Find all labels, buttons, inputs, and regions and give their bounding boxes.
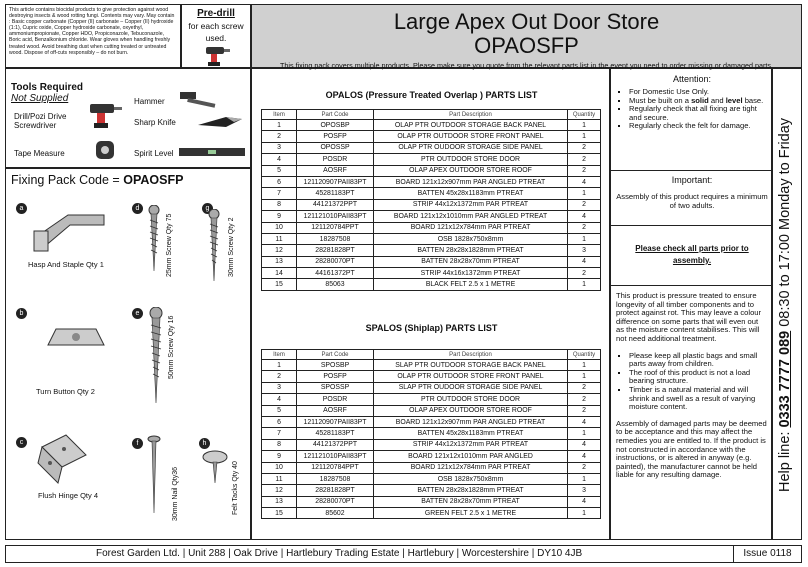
product-title: Large Apex Out Door Store: [393, 9, 660, 34]
fitting-letter-e: e: [132, 308, 143, 319]
part-quantity: 4: [568, 176, 601, 187]
table-row: [262, 382, 601, 393]
fitting-letter-g: g: [202, 203, 213, 214]
part-description: OLAP PTR OUTDOOR STORAGE BACK PANEL: [374, 120, 568, 131]
table-row: [262, 279, 601, 290]
part-quantity: 2: [568, 405, 601, 416]
felt-tack-icon: [200, 449, 230, 485]
item-number: 7: [262, 188, 297, 199]
footer: [5, 545, 802, 563]
part-description: SLAP PTR OUDOOR STORAGE SIDE PANEL: [374, 382, 568, 393]
part-quantity: 4: [568, 256, 601, 267]
item-number: 2: [262, 371, 297, 382]
item-number: 13: [262, 256, 297, 267]
attention-item-text: base.: [742, 95, 764, 105]
screw-25mm-icon: [146, 205, 162, 275]
part-quantity: 2: [568, 382, 601, 393]
item-number: 5: [262, 405, 297, 416]
part-description: BOARD 121x12x907mm PAR ANGLED PTREAT: [374, 176, 568, 187]
part-code: AOSRF: [297, 405, 374, 416]
table-row: [262, 508, 601, 519]
table-row: [262, 233, 601, 244]
part-description: BOARD 121x12x907mm PAR ANGLED PTREAT: [374, 416, 568, 427]
fitting-letter-f: f: [132, 438, 143, 449]
item-number: 5: [262, 165, 297, 176]
part-description: BATTEN 28x28x70mm PTREAT: [374, 496, 568, 507]
care-item: ▪ The roof of this product is not a load bearing structure.: [629, 369, 769, 386]
fitting-label-a: Hasp And Staple Qty 1: [28, 260, 104, 269]
part-description: SLAP PTR OUTDOOR STORAGE BACK PANEL: [374, 360, 568, 371]
fitting-label-h: Felt Tacks Qty 40: [232, 461, 239, 515]
item-number: 2: [262, 131, 297, 142]
part-description: BATTEN 45x28x1183mm PTREAT: [374, 188, 568, 199]
care-item: ▪ Timber is a natural material and will shrink and swell as a result of varying moisture content.: [629, 386, 769, 412]
part-code: 28280070PT: [297, 496, 374, 507]
part-quantity: 2: [568, 142, 601, 153]
attention-item-text: Must be built on a: [629, 95, 692, 105]
part-quantity: 4: [568, 451, 601, 462]
part-code: SPOSBP: [297, 360, 374, 371]
part-code: POSDR: [297, 154, 374, 165]
part-code: 44121372PPT: [297, 199, 374, 210]
item-number: 6: [262, 176, 297, 187]
important-heading: Important:: [671, 175, 713, 185]
part-description: GREEN FELT 2.5 x 1 METRE: [374, 508, 568, 519]
part-quantity: 2: [568, 154, 601, 165]
flush-hinge-icon: [36, 433, 90, 487]
table-row: [262, 473, 601, 484]
turn-button-icon: [46, 319, 106, 359]
part-code: 18287508: [297, 473, 374, 484]
part-code: 28280070PT: [297, 256, 374, 267]
fitting-label-c: Flush Hinge Qty 4: [38, 491, 99, 500]
item-number: 12: [262, 245, 297, 256]
drill-driver-icon: [88, 102, 124, 130]
table-row: [262, 371, 601, 382]
col-item: Item: [262, 350, 297, 360]
predrill-line1: for each screw: [188, 21, 244, 31]
company-address: Forest Garden Ltd. | Unit 288 | Oak Drive | Hartlebury Trading Estate | Hartlebury | Worcestershire | DY10 4JB: [96, 548, 583, 559]
part-quantity: 1: [568, 473, 601, 484]
part-quantity: 1: [568, 371, 601, 382]
fixing-pack-title: [11, 173, 183, 187]
col-part-code: Part Code: [297, 110, 374, 120]
part-code: 28281828PT: [297, 245, 374, 256]
table-row: [262, 142, 601, 153]
part-code: 121121010PAII83PT: [297, 211, 374, 222]
table-row: [262, 199, 601, 210]
part-code: 28281828PT: [297, 485, 374, 496]
item-number: 6: [262, 416, 297, 427]
part-description: PTR OUTDOOR STORE DOOR: [374, 394, 568, 405]
tool-tape-label: Tape Measure: [14, 149, 65, 158]
part-quantity: 1: [568, 131, 601, 142]
attention-item-text: For Domestic Use Only.: [629, 87, 710, 96]
biocide-warning: [5, 4, 181, 68]
part-quantity: 2: [568, 462, 601, 473]
attention-item-text: Regularly check that all fixing are tight and secure.: [629, 104, 757, 122]
treatment-info-section: [611, 286, 773, 539]
item-number: 1: [262, 120, 297, 131]
part-quantity: 2: [568, 199, 601, 210]
part-code: 121120784PPT: [297, 222, 374, 233]
tools-heading: Tools Required: [11, 82, 84, 93]
part-code: 45281183PT: [297, 428, 374, 439]
table-row: [262, 176, 601, 187]
screw-30mm-icon: [206, 209, 222, 283]
part-code: AOSRF: [297, 165, 374, 176]
item-number: 4: [262, 394, 297, 405]
item-number: 8: [262, 199, 297, 210]
parts-lists-panel: [251, 68, 610, 540]
helpline-strip: [772, 68, 802, 540]
fixing-pack-title-prefix: Fixing Pack Code =: [11, 173, 124, 187]
predrill-title: Pre-drill: [197, 8, 235, 19]
item-number: 10: [262, 462, 297, 473]
part-description: STRIP 44x12x1372mm PAR PTREAT: [374, 439, 568, 450]
item-number: 9: [262, 211, 297, 222]
check-parts-notice: Please check all parts prior to assembly.: [635, 244, 749, 265]
table-row: [262, 394, 601, 405]
table-row: [262, 165, 601, 176]
part-code: 85063: [297, 279, 374, 290]
item-number: 15: [262, 279, 297, 290]
part-description: STRIP 44x16x1372mm PTREAT: [374, 268, 568, 279]
col-item: Item: [262, 110, 297, 120]
part-quantity: 3: [568, 245, 601, 256]
treatment-paragraph: This product is pressure treated to ensure longevity of all timber components and to protect against rot. This may leave a colour difference on some parts that will even out as the moisture content stabilises. This will not need additional treatment.: [616, 291, 762, 343]
important-section: [611, 171, 773, 226]
part-code: OPOSSP: [297, 142, 374, 153]
helpline-text: [777, 73, 793, 537]
part-code: 121121010PAII83PT: [297, 451, 374, 462]
attention-list: [611, 88, 773, 131]
tools-subheading: Not Supplied: [11, 93, 69, 104]
check-parts-section: [611, 226, 773, 286]
part-description: BATTEN 45x28x1183mm PTREAT: [374, 428, 568, 439]
item-number: 11: [262, 233, 297, 244]
attention-item: [629, 122, 769, 131]
knife-icon: [196, 113, 246, 131]
part-description: BOARD 121x12x1010mm PAR ANGLED PTREAT: [374, 211, 568, 222]
attention-item-text: Regularly check the felt for damage.: [629, 121, 751, 131]
table-row: [262, 245, 601, 256]
page-header: [251, 4, 802, 68]
helpline-hours: 08:30 to 17:00 Monday to Friday: [777, 117, 793, 331]
fitting-letter-b: b: [16, 308, 27, 319]
hasp-staple-icon: [28, 207, 118, 257]
drill-icon: [204, 45, 232, 67]
fitting-label-f: 30mm Nail Qty36: [172, 466, 179, 521]
part-code: 18287508: [297, 233, 374, 244]
part-quantity: 1: [568, 233, 601, 244]
important-text: Assembly of this product requires a minimum of two adults.: [616, 192, 768, 210]
attention-item-text: and: [708, 95, 726, 105]
table-row: [262, 211, 601, 222]
part-code: SPOSSP: [297, 382, 374, 393]
part-description: OLAP PTR OUDOOR STORAGE SIDE PANEL: [374, 142, 568, 153]
item-number: 7: [262, 428, 297, 439]
fitting-label-d: 25mm Screw Qty 75: [166, 213, 173, 277]
fitting-letter-h: h: [199, 438, 210, 449]
part-quantity: 1: [568, 279, 601, 290]
table-row: [262, 131, 601, 142]
part-quantity: 1: [568, 508, 601, 519]
item-number: 10: [262, 222, 297, 233]
part-code: 44121372PPT: [297, 439, 374, 450]
table-row: [262, 120, 601, 131]
part-description: BATTEN 28x28x70mm PTREAT: [374, 256, 568, 267]
table-row: [262, 451, 601, 462]
hammer-icon: [176, 89, 220, 115]
table-row: [262, 188, 601, 199]
nail-icon: [146, 435, 162, 515]
table-row: [262, 439, 601, 450]
tool-knife-label: Sharp Knife: [134, 118, 176, 127]
col-quantity: Quantity: [568, 110, 601, 120]
part-description: OLAP APEX OUTDOOR STORE ROOF: [374, 405, 568, 416]
part-quantity: 1: [568, 120, 601, 131]
part-quantity: 4: [568, 496, 601, 507]
part-description: STRIP 44x12x1372mm PAR PTREAT: [374, 199, 568, 210]
item-number: 3: [262, 382, 297, 393]
part-quantity: 1: [568, 188, 601, 199]
attention-item-text: solid: [691, 95, 709, 105]
item-number: 3: [262, 142, 297, 153]
fitting-letter-a: a: [16, 203, 27, 214]
liability-paragraph: Assembly of damaged parts may be deemed to be acceptance and this may affect the remedies you are entitled to. If the product is not constructed in accordance with the instructions, or is altered in anyway (e.g. painted), the manufacturer cannot be held liable for any resulting damage.: [616, 418, 767, 480]
info-panel: [610, 68, 772, 540]
item-number: 14: [262, 268, 297, 279]
tools-required-panel: [5, 68, 251, 168]
attention-item-text: level: [725, 95, 743, 105]
attention-heading-text: Attention: [672, 74, 709, 84]
part-code: 121120784PPT: [297, 462, 374, 473]
col-description: Part Description: [374, 110, 568, 120]
item-number: 8: [262, 439, 297, 450]
part-description: OLAP PTR OUTDOOR STORE FRONT PANEL: [374, 371, 568, 382]
part-code: POSFP: [297, 131, 374, 142]
part-code: POSFP: [297, 371, 374, 382]
spalos-title: SPALOS (Shiplap) PARTS LIST: [365, 323, 498, 333]
table-row: [262, 485, 601, 496]
item-number: 13: [262, 496, 297, 507]
attention-heading: Attention:: [672, 74, 712, 84]
table-row: [262, 154, 601, 165]
fitting-label-g: 30mm Screw Qty 2: [228, 217, 235, 277]
table-row: [262, 222, 601, 233]
fixing-pack-panel: [5, 168, 251, 540]
item-number: 4: [262, 154, 297, 165]
fitting-letter-c: c: [16, 437, 27, 448]
item-number: 12: [262, 485, 297, 496]
fitting-letter-d: d: [132, 203, 143, 214]
part-quantity: 2: [568, 165, 601, 176]
helpline-prefix: Help line:: [777, 427, 793, 493]
part-description: BATTEN 28x28x1828mm PTREAT: [374, 485, 568, 496]
part-quantity: 2: [568, 222, 601, 233]
table-row: [262, 405, 601, 416]
tool-drill-label: Drill/Pozi Drive Screwdriver: [14, 112, 67, 130]
table-row: [262, 256, 601, 267]
part-description: OLAP PTR OUTDOOR STORE FRONT PANEL: [374, 131, 568, 142]
fixing-pack-code: OPAOSFP: [123, 173, 184, 187]
item-number: 15: [262, 508, 297, 519]
col-quantity: Quantity: [568, 350, 601, 360]
part-code: OPOSBP: [297, 120, 374, 131]
part-description: BOARD 121x12x784mm PAR PTREAT: [374, 462, 568, 473]
part-code: 121120907PAII83PT: [297, 416, 374, 427]
predrill-panel: [181, 4, 251, 68]
table-row: [262, 428, 601, 439]
part-code: 121120907PAII83PT: [297, 176, 374, 187]
biocide-warning-text: This article contains biocidal products to give protection against wood destroying insects & wood rotting fungi. Contents may vary. May contain : Basic copper carbonate (Copper (II) carbonate – Copper (II) hydroxide (1:1), Cupric oxide, Copper hydroxide carbonate, oxyethyl, ammoniumpropionate, Copper HDO, Propiconazole, Tebuconazole, Boric acid, Benzalkonium chloride. Wear gloves when handling freshly treated wood. Avoid breathing dust when cutting treated or untreated wood. Dispose of off-cuts responsibly – do not burn.: [9, 7, 175, 56]
part-description: OSB 1828x750x8mm: [374, 473, 568, 484]
tape-measure-icon: [94, 139, 118, 163]
item-number: 1: [262, 360, 297, 371]
table-row: [262, 268, 601, 279]
attention-item: [629, 105, 769, 122]
part-quantity: 2: [568, 268, 601, 279]
product-code: OPAOSFP: [474, 33, 579, 58]
part-quantity: 2: [568, 394, 601, 405]
care-list: [611, 352, 773, 412]
opalos-parts-table: [261, 109, 601, 291]
spirit-level-icon: [178, 145, 246, 159]
table-row: [262, 416, 601, 427]
part-code: 45281183PT: [297, 188, 374, 199]
part-quantity: 4: [568, 211, 601, 222]
part-description: PTR OUTDOOR STORE DOOR: [374, 154, 568, 165]
part-description: BATTEN 28x28x1828mm PTREAT: [374, 245, 568, 256]
table-row: [262, 360, 601, 371]
col-part-code: Part Code: [297, 350, 374, 360]
part-quantity: 1: [568, 360, 601, 371]
important-heading-text: Important: [671, 175, 710, 185]
spalos-parts-table: [261, 349, 601, 519]
col-description: Part Description: [374, 350, 568, 360]
header-note: This fixing pack covers multiple products. Please make sure you quote from the relevant parts list in the event you need to order missing or damaged parts.: [280, 61, 773, 70]
fitting-label-e: 50mm Screw Qty 16: [168, 315, 175, 379]
part-description: OSB 1828x750x8mm: [374, 233, 568, 244]
helpline-number[interactable]: 0333 7777 089: [777, 330, 793, 428]
table-row: [262, 462, 601, 473]
part-quantity: 3: [568, 485, 601, 496]
part-quantity: 1: [568, 428, 601, 439]
part-description: BOARD 121x12x784mm PAR PTREAT: [374, 222, 568, 233]
item-number: 11: [262, 473, 297, 484]
screw-50mm-icon: [146, 307, 166, 407]
part-quantity: 4: [568, 416, 601, 427]
part-code: 85602: [297, 508, 374, 519]
part-code: POSDR: [297, 394, 374, 405]
item-number: 9: [262, 451, 297, 462]
tool-level-label: Spirit Level: [134, 149, 174, 158]
part-description: BLACK FELT 2.5 x 1 METRE: [374, 279, 568, 290]
opalos-title: OPALOS (Pressure Treated Overlap ) PARTS LIST: [325, 90, 538, 100]
issue-number: Issue 0118: [733, 546, 801, 562]
care-item: ▪ Please keep all plastic bags and small parts away from children.: [629, 352, 769, 369]
part-quantity: 4: [568, 439, 601, 450]
table-row: [262, 496, 601, 507]
tool-hammer-label: Hammer: [134, 97, 165, 106]
part-description: BOARD 121x12x1010mm PAR ANGLED: [374, 451, 568, 462]
part-code: 44161372PT: [297, 268, 374, 279]
part-description: OLAP APEX OUTDOOR STORE ROOF: [374, 165, 568, 176]
fitting-label-b: Turn Button Qty 2: [36, 387, 95, 396]
attention-section: [611, 69, 773, 171]
predrill-line2: used.: [205, 33, 227, 43]
